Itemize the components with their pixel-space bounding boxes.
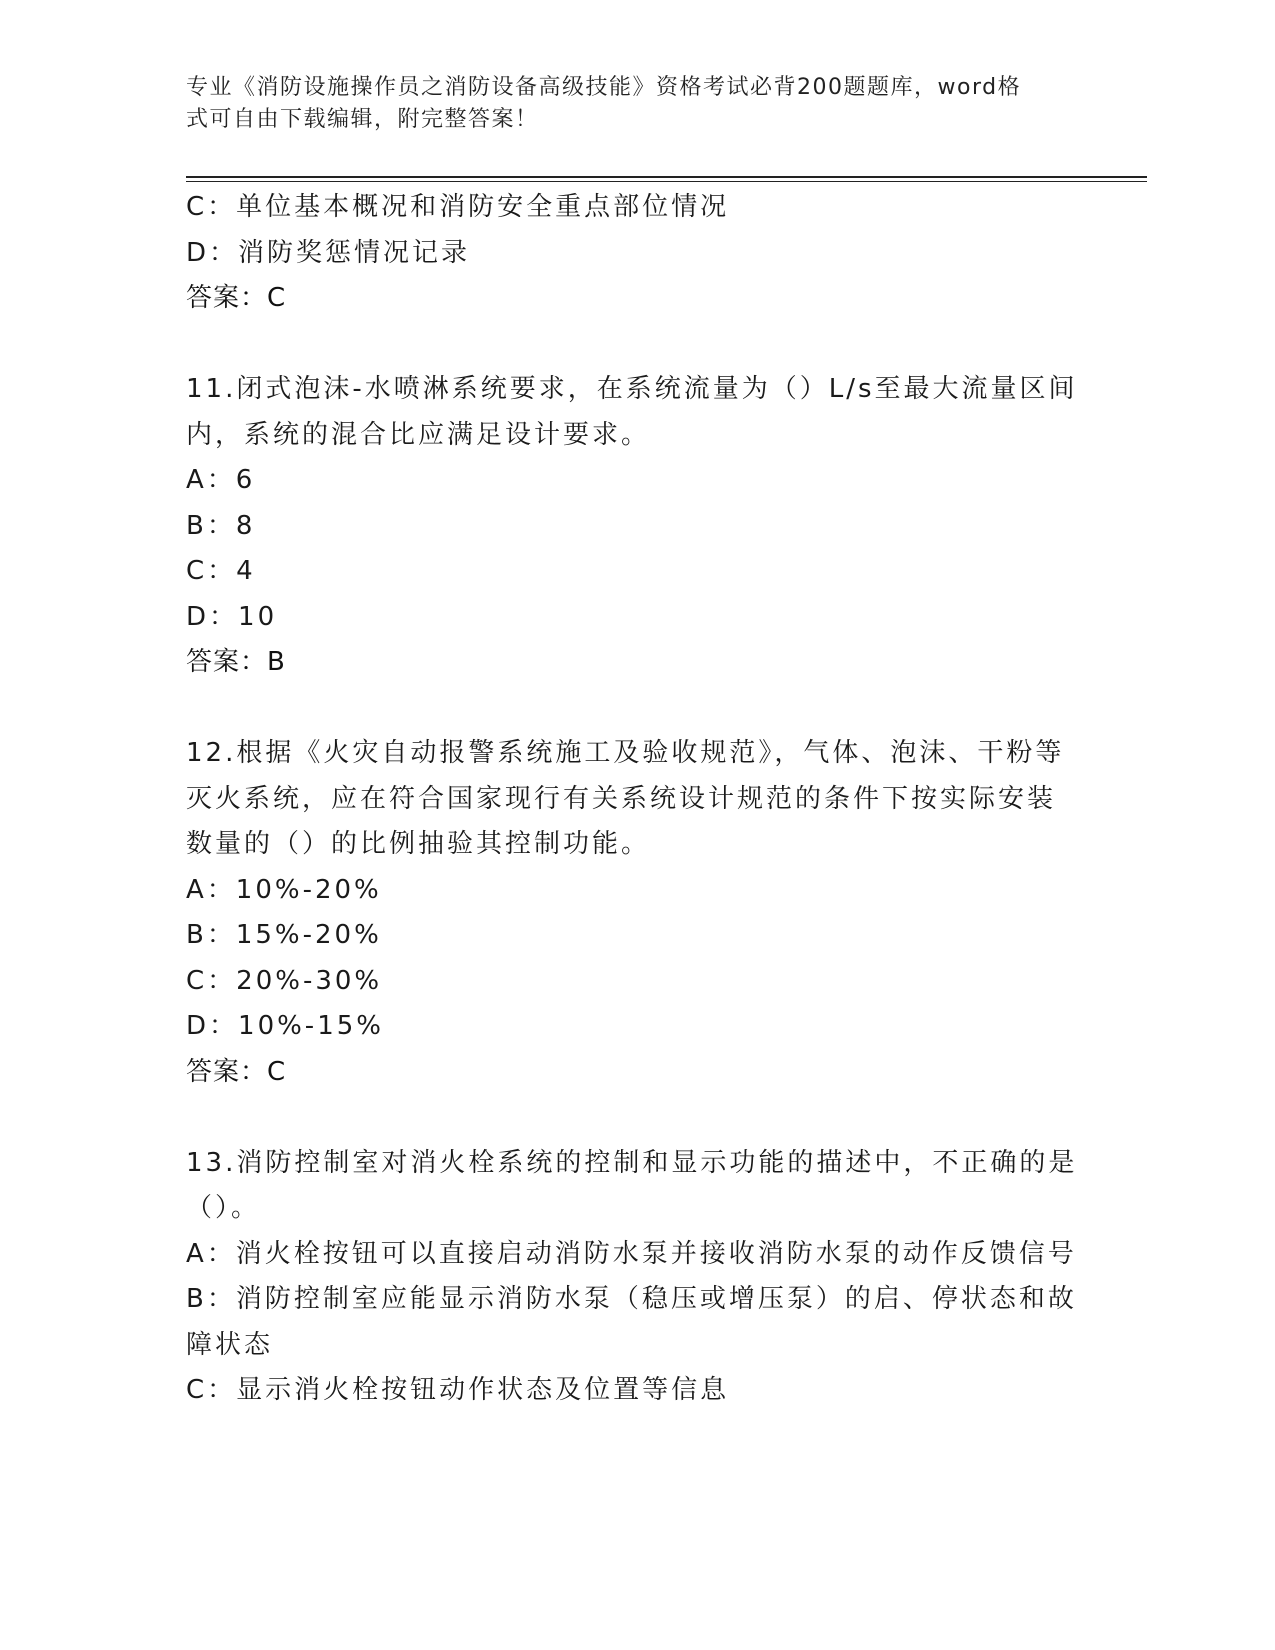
header-divider-thin	[186, 181, 1147, 182]
header-divider-thick	[186, 176, 1147, 178]
q10-option-d: D：消防奖惩情况记录	[186, 237, 471, 268]
q13-option-b-cont: 障状态	[186, 1329, 274, 1360]
q10-option-c: C：单位基本概况和消防安全重点部位情况	[186, 192, 730, 222]
question-11	[186, 367, 1086, 686]
q11-option-d: D：10	[186, 601, 278, 632]
q12-option-d: D：10%-15%	[186, 1011, 384, 1041]
question-gap	[186, 1095, 1086, 1141]
question-12	[186, 731, 1086, 1095]
q12-option-c: C：20%-30%	[186, 965, 383, 996]
document-body	[186, 185, 1086, 1414]
question-gap	[186, 686, 1086, 732]
q11-stem-line-1: 11.闭式泡沫-水喷淋系统要求，在系统流量为（）L/s至最大流量区间	[186, 374, 1078, 404]
q12-stem-line-1: 12.根据《火灾自动报警系统施工及验收规范》，气体、泡沫、干粉等	[186, 738, 1065, 768]
q13-option-c: C：显示消火栓按钮动作状态及位置等信息	[186, 1375, 730, 1405]
q11-option-b: B：8	[186, 510, 256, 541]
q11-option-a: A：6	[186, 465, 256, 495]
q11-stem-line-2: 内，系统的混合比应满足设计要求。	[186, 419, 651, 450]
q11-option-c: C：4	[186, 556, 256, 586]
q11-answer: 答案：B	[186, 647, 286, 677]
q13-option-a: A：消火栓按钮可以直接启动消防水泵并接收消防水泵的动作反馈信号	[186, 1238, 1077, 1269]
question-gap	[186, 322, 1086, 368]
q13-stem-line-2: （）。	[186, 1193, 261, 1223]
q13-stem-line-1: 13.消防控制室对消火栓系统的控制和显示功能的描述中，不正确的是	[186, 1147, 1078, 1178]
q12-option-b: B：15%-20%	[186, 920, 382, 950]
q13-option-b: B：消防控制室应能显示消防水泵（稳压或增压泵）的启、停状态和故	[186, 1284, 1077, 1314]
q10-answer: 答案：C	[186, 283, 287, 313]
q12-stem-line-3: 数量的（）的比例抽验其控制功能。	[186, 829, 651, 859]
question-13	[186, 1141, 1086, 1414]
q12-stem-line-2: 灭火系统，应在符合国家现行有关系统设计规范的条件下按实际安装	[186, 783, 1057, 814]
header-line-2: 式可自由下载编辑，附完整答案！	[186, 107, 539, 132]
document-header	[186, 72, 1066, 136]
q12-answer: 答案：C	[186, 1056, 287, 1087]
header-line-1: 专业《消防设施操作员之消防设备高级技能》资格考试必背200题题库，word格	[186, 75, 1022, 100]
q12-option-a: A：10%-20%	[186, 874, 382, 905]
